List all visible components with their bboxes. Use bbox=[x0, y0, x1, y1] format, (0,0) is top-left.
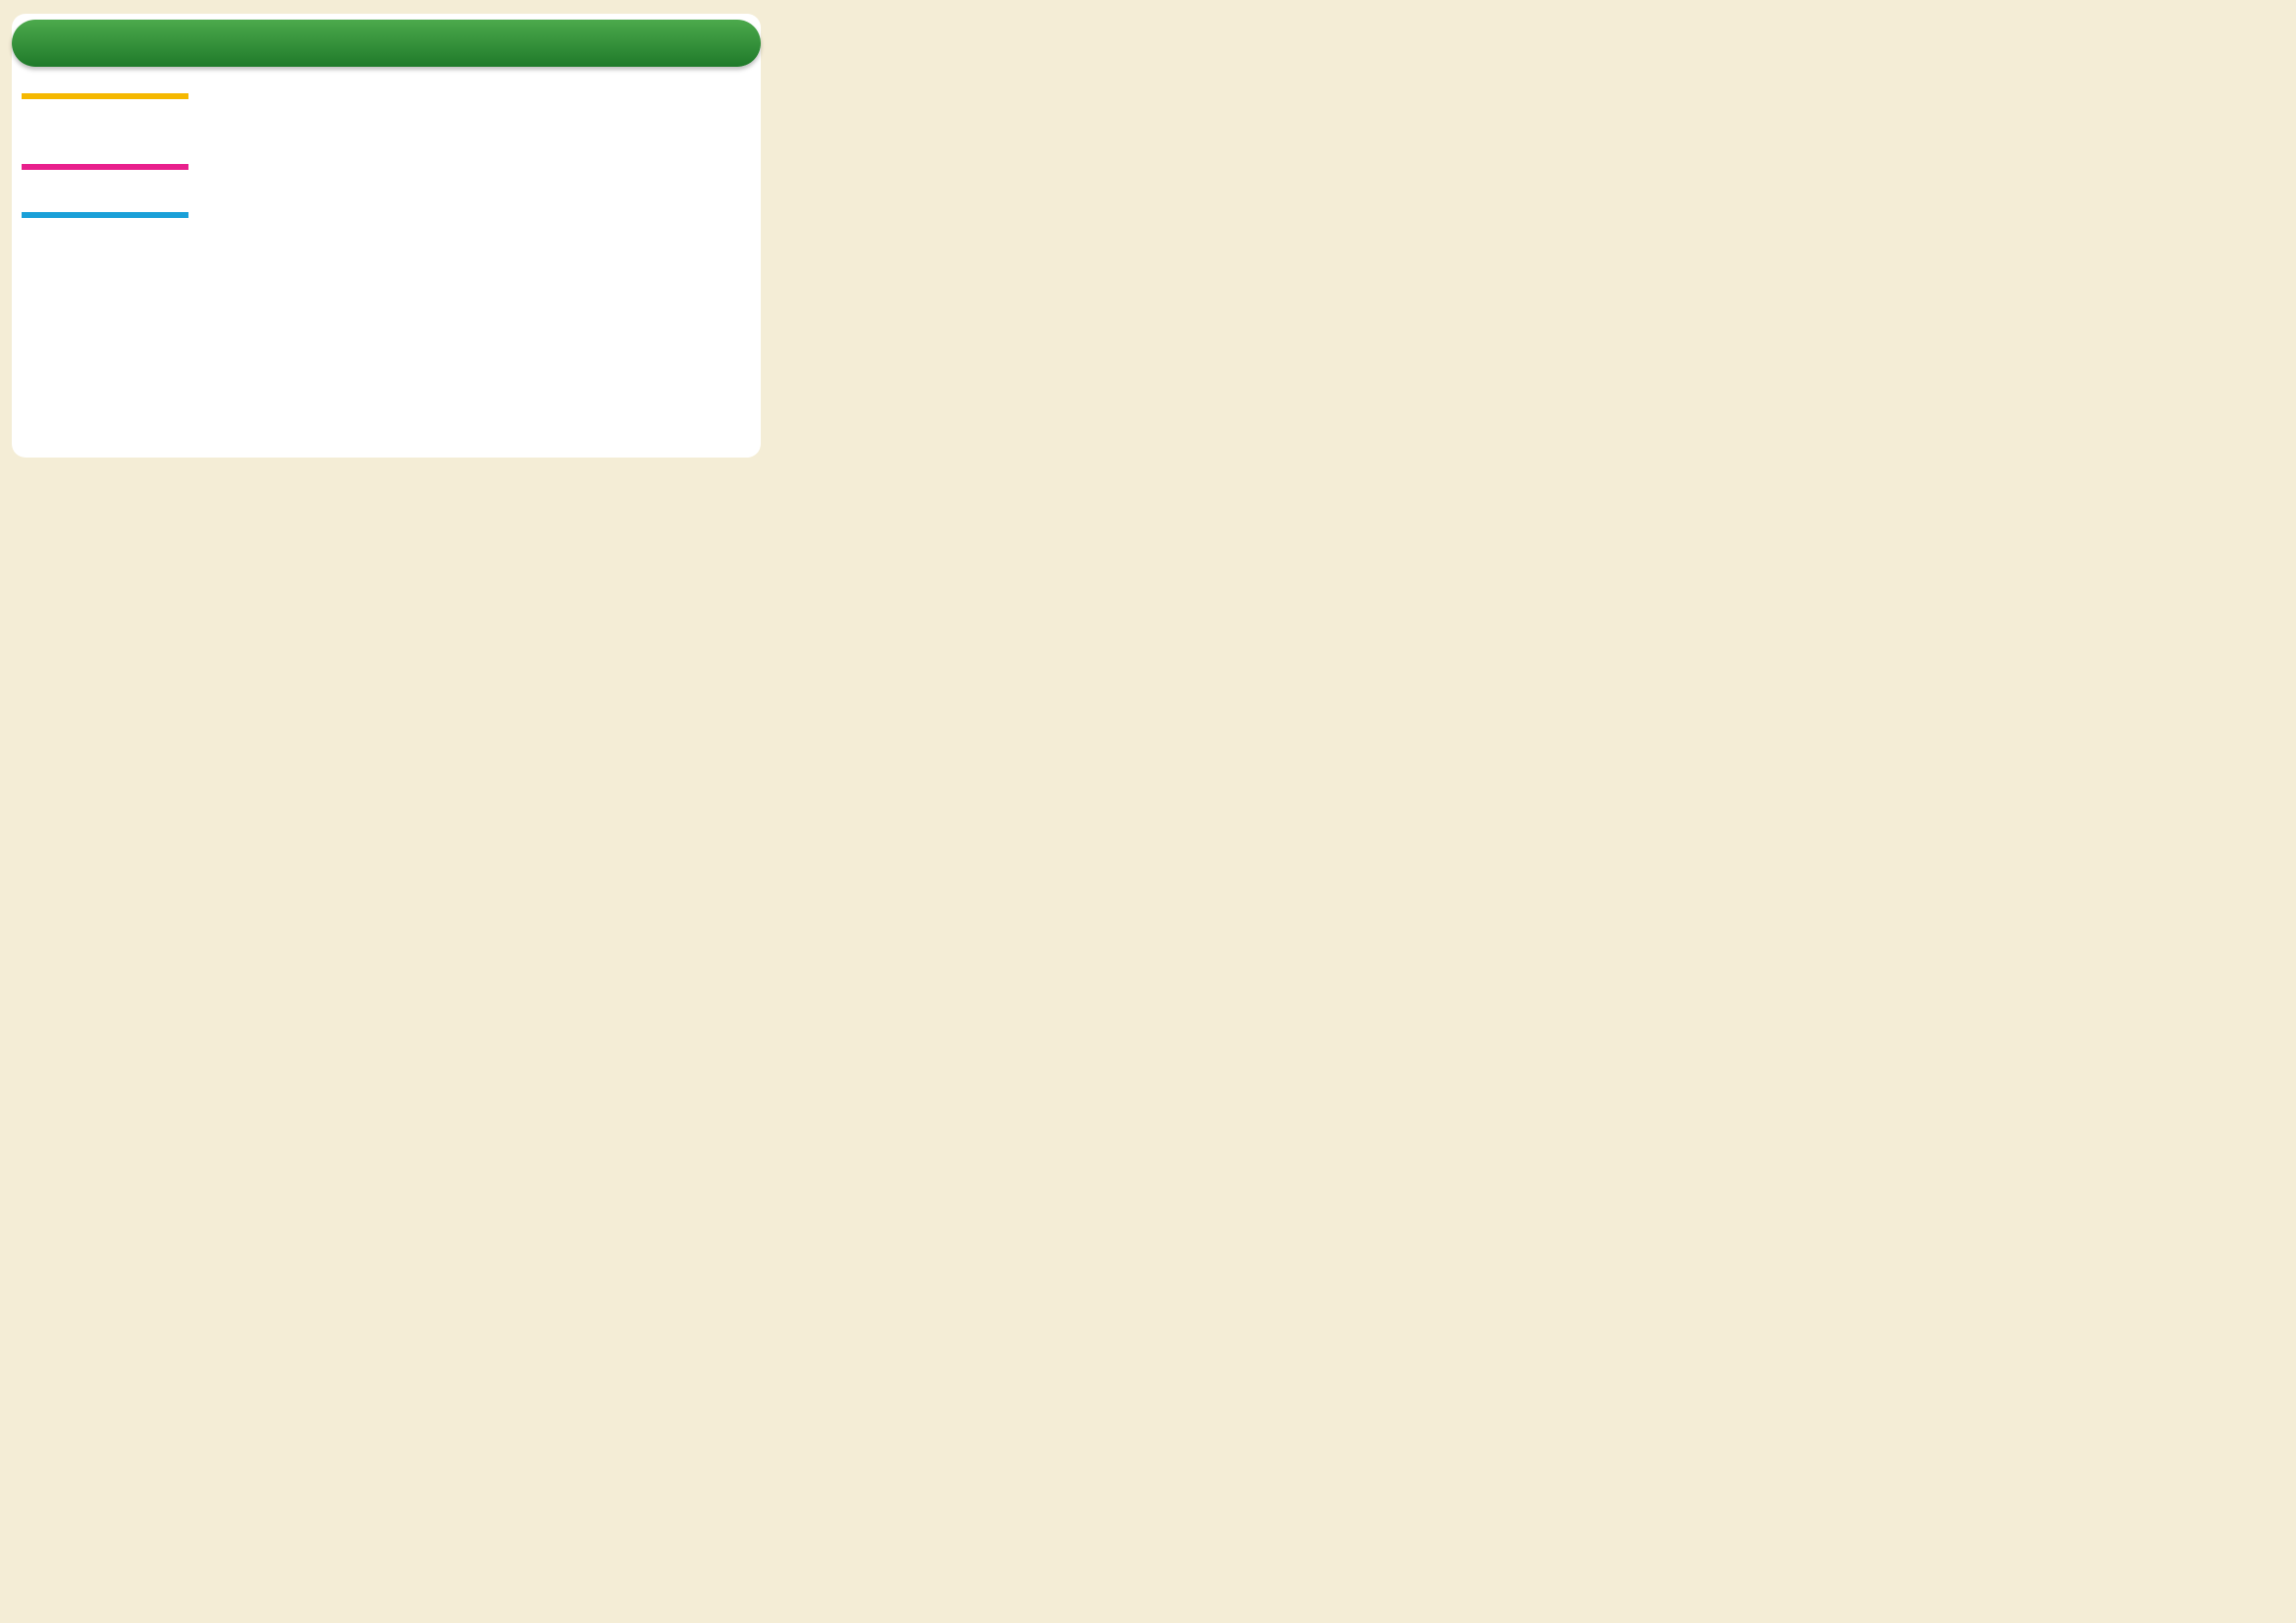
enterprise-account-tag bbox=[22, 212, 188, 218]
kessan-title bbox=[12, 20, 761, 67]
finance-bg bbox=[12, 334, 761, 458]
general-account-tag bbox=[22, 93, 188, 99]
special-account-tag bbox=[22, 164, 188, 170]
